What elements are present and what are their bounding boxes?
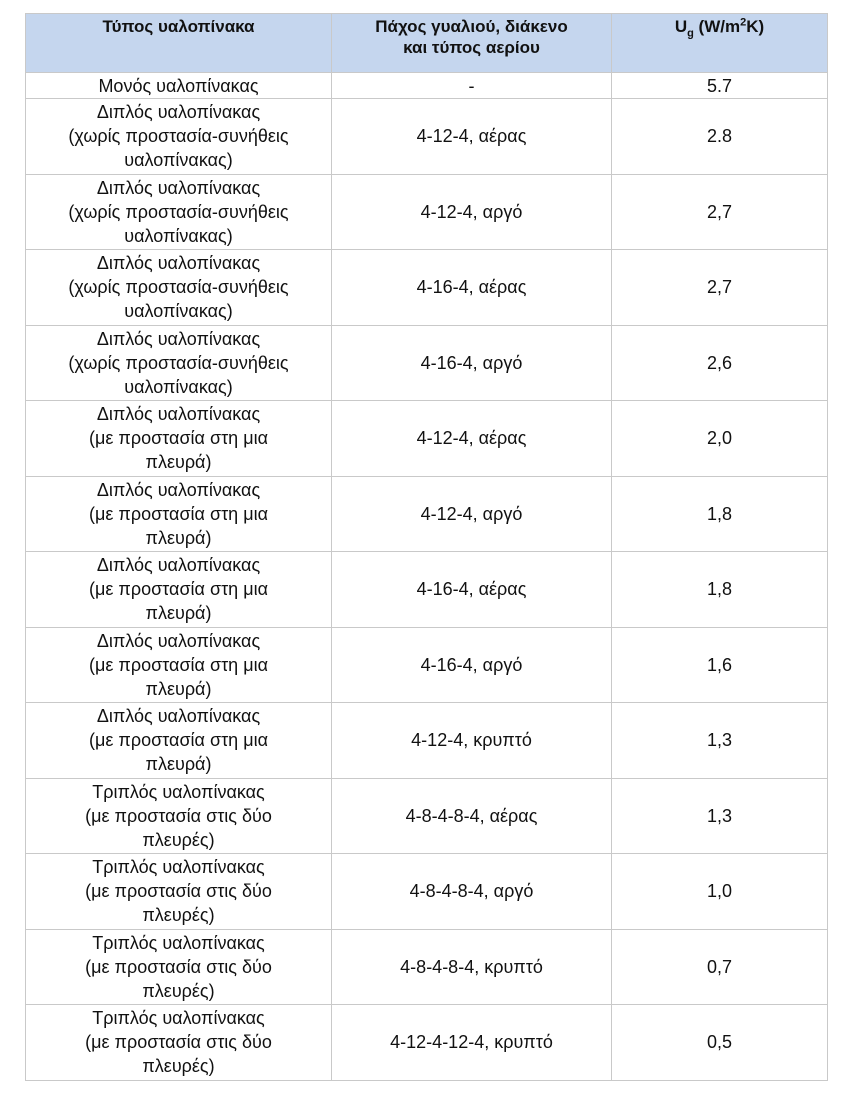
table-header: [26, 14, 828, 73]
table-row: [26, 99, 828, 175]
table-row: [26, 854, 828, 930]
glazing-type-line: πλευρά): [145, 452, 212, 473]
glazing-type-line: (με προστασία στη μια: [89, 654, 268, 675]
header-ug-subscript: g: [687, 27, 694, 40]
header-ug-superscript: 2: [740, 16, 747, 29]
table-body: [26, 73, 828, 1081]
cell-ug-value: 1,6: [612, 627, 828, 703]
glazing-type-line: Τριπλός υαλοπίνακας: [92, 857, 265, 878]
cell-glazing-type: [26, 325, 332, 401]
cell-glazing-type: [26, 627, 332, 703]
glazing-type-line: (με προστασία στις δύο: [85, 881, 272, 902]
cell-glazing-type: [26, 99, 332, 175]
cell-glazing-type: [26, 401, 332, 477]
table-row: [26, 929, 828, 1005]
cell-thickness-gap-gas: 4-16-4, αργό: [332, 325, 612, 401]
glazing-type-line: (χωρίς προστασία-συνήθεις: [68, 277, 289, 298]
glazing-type-line: (με προστασία στις δύο: [85, 956, 272, 977]
cell-glazing-type: [26, 476, 332, 552]
glazing-type-line: υαλοπίνακας): [124, 225, 233, 246]
glazing-type-line: πλευρές): [142, 980, 215, 1001]
cell-ug-value: 2.8: [612, 99, 828, 175]
header-thickness-line1: Πάχος γυαλιού, διάκενο: [375, 17, 568, 36]
glazing-type-line: (με προστασία στη μια: [89, 730, 268, 751]
header-thickness-gap-gas: [332, 14, 612, 73]
glazing-type-line: Διπλός υαλοπίνακας: [96, 102, 261, 123]
glazing-type-line: (με προστασία στη μια: [89, 503, 268, 524]
glazing-type-line: πλευρά): [145, 527, 212, 548]
cell-thickness-gap-gas: 4-12-4, κρυπτό: [332, 703, 612, 779]
cell-thickness-gap-gas: 4-12-4, αργό: [332, 476, 612, 552]
glazing-type-line: Τριπλός υαλοπίνακας: [92, 781, 265, 802]
table-row: [26, 401, 828, 477]
table-row: [26, 552, 828, 628]
glazing-type-line: Διπλός υαλοπίνακας: [96, 404, 261, 425]
cell-thickness-gap-gas: 4-12-4, αέρας: [332, 99, 612, 175]
glazing-type-line: (με προστασία στη μια: [89, 579, 268, 600]
cell-glazing-type: [26, 250, 332, 326]
table-row: [26, 627, 828, 703]
cell-thickness-gap-gas: 4-12-4, αργό: [332, 174, 612, 250]
glazing-type-line: Διπλός υαλοπίνακας: [96, 253, 261, 274]
cell-ug-value: 2,7: [612, 174, 828, 250]
cell-glazing-type: [26, 174, 332, 250]
table-row: [26, 73, 828, 99]
cell-thickness-gap-gas: 4-16-4, αέρας: [332, 250, 612, 326]
cell-ug-value: 2,0: [612, 401, 828, 477]
cell-ug-value: 5.7: [612, 73, 828, 99]
glazing-type-line: πλευρές): [142, 829, 215, 850]
table-row: [26, 1005, 828, 1081]
glazing-type-line: Διπλός υαλοπίνακας: [96, 630, 261, 651]
glazing-type-line: (χωρίς προστασία-συνήθεις: [68, 352, 289, 373]
glazing-type-line: Τριπλός υαλοπίνακας: [92, 1008, 265, 1029]
cell-ug-value: 2,6: [612, 325, 828, 401]
cell-thickness-gap-gas: 4-8-4-8-4, αέρας: [332, 778, 612, 854]
cell-thickness-gap-gas: 4-8-4-8-4, αργό: [332, 854, 612, 930]
table-row: [26, 250, 828, 326]
glazing-type-line: Διπλός υαλοπίνακας: [96, 706, 261, 727]
glazing-type-line: πλευρές): [142, 1056, 215, 1077]
cell-glazing-type: [26, 1005, 332, 1081]
glazing-type-line: Διπλός υαλοπίνακας: [96, 555, 261, 576]
glazing-type-line: πλευρά): [145, 754, 212, 775]
glazing-type-line: Τριπλός υαλοπίνακας: [92, 932, 265, 953]
table-row: [26, 325, 828, 401]
table-row: [26, 174, 828, 250]
glazing-table-container: [25, 13, 827, 1081]
header-ug-value: [612, 14, 828, 73]
glazing-type-line: υαλοπίνακας): [124, 150, 233, 171]
glazing-type-line: Διπλός υαλοπίνακας: [96, 479, 261, 500]
table-row: [26, 778, 828, 854]
cell-ug-value: 0,5: [612, 1005, 828, 1081]
glazing-type-line: Μονός υαλοπίνακας: [98, 75, 259, 96]
glazing-type-line: πλευρές): [142, 905, 215, 926]
cell-thickness-gap-gas: 4-12-4, αέρας: [332, 401, 612, 477]
cell-thickness-gap-gas: 4-16-4, αέρας: [332, 552, 612, 628]
glazing-type-line: υαλοπίνακας): [124, 301, 233, 322]
glazing-type-line: (με προστασία στις δύο: [85, 805, 272, 826]
cell-ug-value: 2,7: [612, 250, 828, 326]
glazing-type-line: πλευρά): [145, 678, 212, 699]
cell-glazing-type: [26, 552, 332, 628]
cell-ug-value: 1,8: [612, 476, 828, 552]
glazing-type-line: πλευρά): [145, 603, 212, 624]
glazing-type-line: υαλοπίνακας): [124, 376, 233, 397]
glazing-ug-table: [25, 13, 828, 1081]
glazing-type-line: (χωρίς προστασία-συνήθεις: [68, 201, 289, 222]
header-ug-unit-pre: (W/m: [693, 17, 741, 36]
table-row: [26, 703, 828, 779]
cell-thickness-gap-gas: 4-8-4-8-4, κρυπτό: [332, 929, 612, 1005]
cell-glazing-type: [26, 703, 332, 779]
header-row: [26, 14, 828, 73]
cell-glazing-type: [26, 929, 332, 1005]
cell-ug-value: 1,8: [612, 552, 828, 628]
cell-glazing-type: [26, 778, 332, 854]
glazing-type-line: Διπλός υαλοπίνακας: [96, 328, 261, 349]
cell-thickness-gap-gas: 4-16-4, αργό: [332, 627, 612, 703]
cell-ug-value: 0,7: [612, 929, 828, 1005]
header-glazing-type: Τύπος υαλοπίνακα: [26, 14, 332, 73]
glazing-type-line: (με προστασία στις δύο: [85, 1032, 272, 1053]
table-row: [26, 476, 828, 552]
cell-ug-value: 1,3: [612, 703, 828, 779]
cell-ug-value: 1,3: [612, 778, 828, 854]
cell-glazing-type: [26, 854, 332, 930]
cell-glazing-type: [26, 73, 332, 99]
cell-thickness-gap-gas: -: [332, 73, 612, 99]
glazing-type-line: (χωρίς προστασία-συνήθεις: [68, 126, 289, 147]
glazing-type-line: Διπλός υαλοπίνακας: [96, 177, 261, 198]
header-ug-symbol: U: [674, 17, 688, 36]
cell-ug-value: 1,0: [612, 854, 828, 930]
header-ug-unit-post: K): [746, 17, 765, 36]
cell-thickness-gap-gas: 4-12-4-12-4, κρυπτό: [332, 1005, 612, 1081]
header-thickness-line2: και τύπος αερίου: [403, 38, 540, 57]
glazing-type-line: (με προστασία στη μια: [89, 428, 268, 449]
